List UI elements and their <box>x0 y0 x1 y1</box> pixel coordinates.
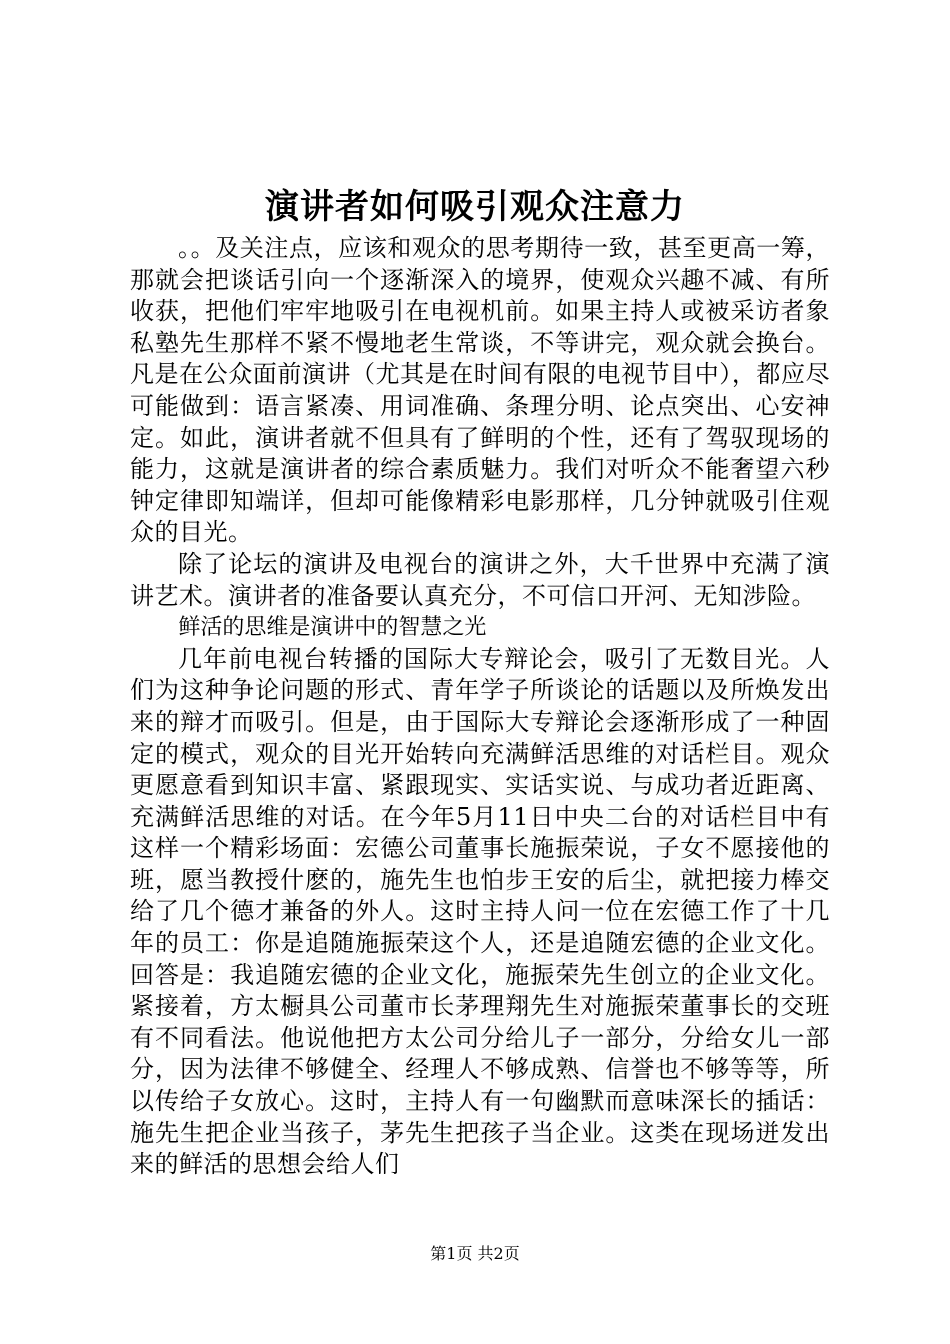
page-footer: 第1页 共2页 <box>430 1244 520 1263</box>
section-subheading: 鲜活的思维是演讲中的智慧之光 <box>178 615 487 641</box>
document-body <box>130 233 830 1181</box>
paragraph-3: 几年前电视台转播的国际大专辩论会，吸引了无数目光。人们为这种争论问题的形式、青年学子所谈论的话题以及所焕发出来的辩才而吸引。但是，由于国际大专辩论会逐渐形成了一种固定的模式，观众的目光开始转向充满鲜活思维的对话栏目。观众更愿意看到知识丰富、紧跟现实、实话实说、与成功者近距离、充满鲜活思维的对话。在今年5月11日中央二台的对话栏目中有这样一个精彩场面：宏德公司董事长施振荣说，子女不愿接他的班，愿当教授什麽的，施先生也怕步王安的后尘，就把接力棒交给了几个德才兼备的外人。这时主持人问一位在宏德工作了十几年的员工：你是追随施振荣这个人，还是追随宏德的企业文化。回答是：我追随宏德的企业文化，施振荣先生创立的企业文化。紧接着，方太橱具公司董市长茅理翔先生对施振荣董事长的交班有不同看法。他说他把方太公司分给儿子一部分，分给女儿一部分，因为法律不够健全、经理人不够成熟、信誉也不够等等，所以传给子女放心。这时，主持人有一句幽默而意味深长的插话：施先生把企业当孩子，茅先生把孩子当企业。这类在现场迸发出来的鲜活的思想会给人们 <box>130 644 830 1179</box>
paragraph-1: 。。及关注点，应该和观众的思考期待一致，甚至更高一筹，那就会把谈话引向一个逐渐深入的境界，使观众兴趣不减、有所收获，把他们牢牢地吸引在电视机前。如果主持人或被采访者象私塾先生那样不紧不慢地老生常谈，不等讲完，观众就会换台。凡是在公众面前演讲（尤其是在时间有限的电视节目中），都应尽可能做到：语言紧凑、用词准确、条理分明、论点突出、心安神定。如此，演讲者就不但具有了鲜明的个性，还有了驾驭现场的能力，这就是演讲者的综合素质魅力。我们对听众不能奢望六秒钟定律即知端详，但却可能像精彩电影那样，几分钟就吸引住观众的目光。 <box>130 234 830 547</box>
page-title: 演讲者如何吸引观众注意力 <box>265 187 685 227</box>
paragraph-2: 除了论坛的演讲及电视台的演讲之外，大千世界中充满了演讲艺术。演讲者的准备要认真充分，不可信口开河、无知涉险。 <box>130 549 830 610</box>
